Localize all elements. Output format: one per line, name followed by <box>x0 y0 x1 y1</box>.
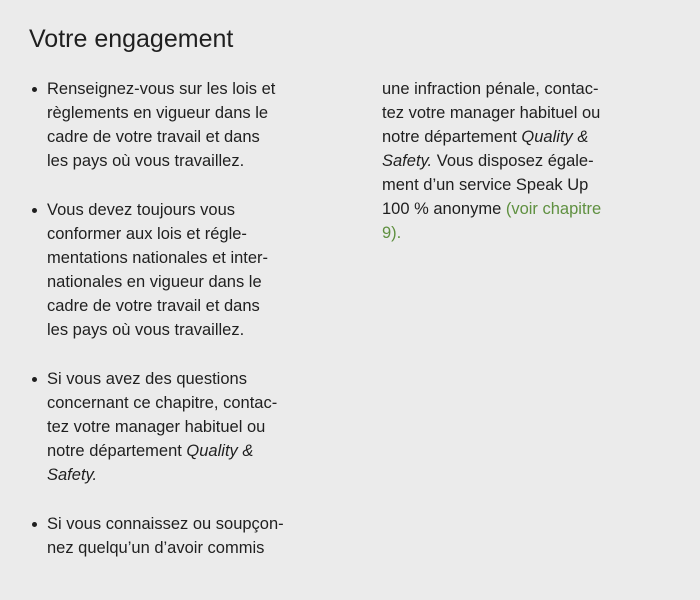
department-name: Safety. <box>47 466 98 484</box>
bullet-line: mentations nationales et inter- <box>47 249 269 267</box>
bullet-line: tez votre manager habituel ou <box>47 418 266 436</box>
bullet-line: cadre de votre travail et dans <box>47 297 260 315</box>
bullet-line <box>382 125 588 149</box>
bullet-line: tez votre manager habituel ou <box>382 104 601 122</box>
department-name: Quality & <box>521 128 589 146</box>
bullet-line: Renseignez-vous sur les lois et <box>47 80 276 98</box>
bullet-line: conformer aux lois et régle- <box>47 225 247 243</box>
bullet-text: Vous disposez égale- <box>432 152 594 170</box>
bullet-line <box>382 221 401 245</box>
bullet-text: notre département <box>47 442 187 460</box>
bullet-line: nationales en vigueur dans le <box>47 273 262 291</box>
bullet-line <box>47 439 253 463</box>
department-name: Safety. <box>382 152 433 170</box>
bullet-marker <box>32 208 37 213</box>
bullet-line: une infraction pénale, contac- <box>382 80 599 98</box>
bullet-marker <box>32 377 37 382</box>
bullet-line: Si vous avez des questions <box>47 370 247 388</box>
bullet-line: cadre de votre travail et dans <box>47 128 260 146</box>
department-name: Quality & <box>186 442 254 460</box>
bullet-line <box>382 149 594 173</box>
bullet-line: les pays où vous travaillez. <box>47 321 245 339</box>
bullet-line: nez quelqu’un d’avoir commis <box>47 539 265 557</box>
bullet-line: ment d’un service Speak Up <box>382 176 589 194</box>
bullet-text: notre département <box>382 128 522 146</box>
bullet-text: 100 % anonyme <box>382 200 506 218</box>
bullet-line: règlements en vigueur dans le <box>47 104 269 122</box>
chapter-9-link[interactable]: 9). <box>382 224 402 242</box>
page-title: Votre engagement <box>29 25 234 53</box>
bullet-line <box>382 197 601 221</box>
bullet-line: les pays où vous travaillez. <box>47 152 245 170</box>
bullet-line <box>47 463 97 487</box>
bullet-marker <box>32 522 37 527</box>
chapter-9-link[interactable]: (voir chapitre <box>505 200 602 218</box>
bullet-line: Si vous connaissez ou soupçon- <box>47 515 284 533</box>
bullet-line: concernant ce chapitre, contac- <box>47 394 278 412</box>
bullet-line: Vous devez toujours vous <box>47 201 236 219</box>
bullet-marker <box>32 87 37 92</box>
